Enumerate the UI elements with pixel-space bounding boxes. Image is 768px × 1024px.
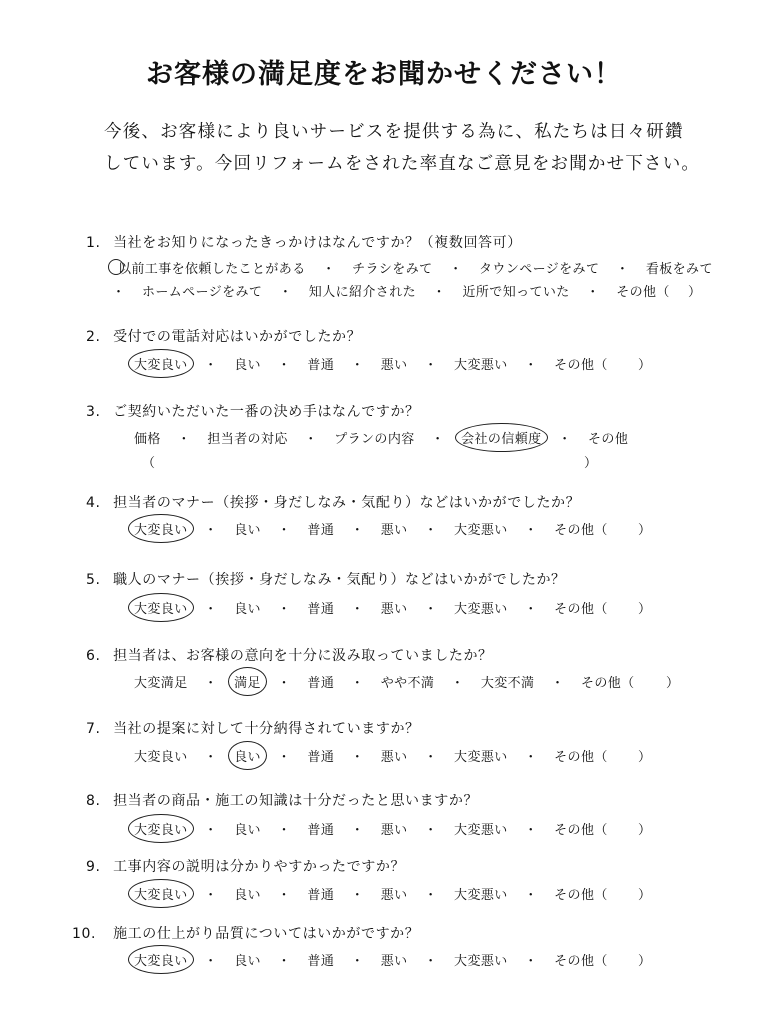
option-flyer[interactable]: チラシをみて — [352, 262, 433, 277]
paren-close: ） — [688, 285, 702, 300]
separator: ・ — [204, 602, 218, 617]
question-1 — [86, 232, 522, 252]
page-title: お客様の満足度をお聞かせください！ — [146, 59, 622, 90]
separator: ・ — [277, 888, 291, 903]
selection-circle-mark — [128, 879, 194, 908]
paren-close: ） — [666, 676, 680, 691]
question-9 — [86, 856, 405, 876]
question-7-options — [134, 746, 608, 765]
separator: ・ — [350, 823, 365, 838]
option-other[interactable]: その他（ — [554, 888, 608, 903]
intro-line-1: 今後、お客様により良いサービスを提供する為に、私たちは日々研鑽 — [104, 122, 684, 142]
question-8-options — [134, 819, 608, 838]
option-normal[interactable]: 普通 — [307, 676, 335, 691]
separator: ・ — [204, 358, 218, 373]
separator: ・ — [551, 676, 565, 691]
paren-close: ） — [638, 358, 652, 373]
question-number: 2. — [86, 329, 101, 345]
separator: ・ — [177, 432, 191, 447]
question-9-options — [134, 884, 608, 903]
option-very-good[interactable]: 大変良い — [134, 519, 188, 538]
separator: ・ — [350, 954, 365, 969]
option-other[interactable]: その他（ — [554, 523, 608, 538]
question-number: 5. — [86, 572, 101, 588]
separator: ・ — [431, 432, 445, 447]
option-very-bad[interactable]: 大変悪い — [454, 602, 508, 617]
question-number: 3. — [86, 404, 101, 420]
separator: ・ — [322, 262, 336, 277]
separator: ・ — [524, 750, 538, 765]
paren-close: ） — [584, 456, 598, 471]
paren-close: ） — [638, 750, 652, 765]
selection-circle-mark — [128, 814, 194, 843]
separator: ・ — [204, 823, 218, 838]
option-signboard[interactable]: 看板をみて — [645, 262, 713, 277]
question-number: 7. — [86, 721, 101, 737]
option-normal[interactable]: 普通 — [307, 602, 335, 617]
question-10-options — [134, 950, 608, 969]
option-bad[interactable]: 悪い — [380, 888, 408, 903]
option-other[interactable]: その他（ — [554, 602, 608, 617]
question-3 — [86, 401, 420, 421]
selection-circle-mark — [108, 259, 124, 275]
option-good[interactable]: 良い — [234, 358, 261, 373]
question-4-options — [134, 519, 608, 538]
question-text: 工事内容の説明は分かりやすかったですか？ — [113, 859, 406, 875]
question-number: 9. — [86, 859, 101, 875]
option-very-bad[interactable]: 大変悪い — [454, 358, 508, 373]
option-normal[interactable]: 普通 — [307, 750, 335, 765]
option-other[interactable]: その他（ — [554, 823, 608, 838]
question-text: 担当者のマナー（挨拶・身だしなみ・気配り）などはいかがでしたか？ — [113, 495, 581, 511]
option-very-bad[interactable]: 大変悪い — [454, 523, 508, 538]
question-text: 担当者の商品・施工の知識は十分だったと思いますか？ — [113, 793, 479, 809]
separator: ・ — [524, 602, 538, 617]
question-2 — [86, 326, 361, 346]
question-text: 担当者は、お客様の意向を十分に汲み取っていましたか？ — [113, 648, 493, 664]
separator: ・ — [277, 954, 291, 969]
question-number: 1. — [86, 235, 101, 251]
option-very-bad[interactable]: 大変悪い — [454, 750, 508, 765]
question-text: 職人のマナー（挨拶・身だしなみ・気配り）などはいかがでしたか？ — [113, 572, 566, 588]
option-good[interactable]: 良い — [234, 954, 261, 969]
option-neighborhood[interactable]: 近所で知っていた — [462, 285, 570, 300]
option-very-bad[interactable]: 大変悪い — [454, 823, 508, 838]
separator: ・ — [304, 432, 318, 447]
selection-circle-mark — [128, 945, 194, 974]
separator: ・ — [432, 285, 446, 300]
paren-close: ） — [638, 523, 652, 538]
option-other[interactable]: その他（ — [554, 750, 608, 765]
separator: ・ — [524, 888, 538, 903]
separator: ・ — [277, 823, 291, 838]
separator: ・ — [424, 602, 438, 617]
question-number: 6. — [86, 648, 101, 664]
selection-circle-mark — [128, 349, 194, 378]
separator: ・ — [277, 602, 291, 617]
option-other[interactable]: その他（ — [580, 676, 635, 691]
selection-circle-mark — [128, 514, 194, 543]
question-number: 8. — [86, 793, 101, 809]
separator: ・ — [350, 523, 365, 538]
option-good[interactable]: 良い — [234, 602, 261, 617]
separator: ・ — [350, 602, 365, 617]
option-normal[interactable]: 普通 — [307, 358, 335, 373]
option-good[interactable]: 良い — [234, 746, 261, 765]
option-company-trust[interactable]: 会社の信頼度 — [461, 428, 541, 447]
question-number: 10. — [72, 926, 97, 942]
option-bad[interactable]: 悪い — [380, 954, 408, 969]
option-bad[interactable]: 悪い — [380, 750, 408, 765]
question-8 — [86, 790, 478, 810]
option-normal[interactable]: 普通 — [307, 954, 335, 969]
question-5 — [86, 569, 566, 589]
separator: ・ — [450, 676, 465, 691]
option-townpage[interactable]: タウンページをみて — [479, 262, 600, 277]
option-other[interactable]: その他（ — [616, 285, 670, 300]
option-bad[interactable]: 悪い — [380, 602, 408, 617]
option-referral[interactable]: 知人に紹介された — [308, 285, 416, 300]
separator: ・ — [277, 750, 291, 765]
option-bad[interactable]: 悪い — [380, 358, 408, 373]
separator: ・ — [277, 523, 291, 538]
separator: ・ — [204, 750, 218, 765]
question-text: ご契約いただいた一番の決め手はなんですか？ — [113, 404, 420, 420]
option-staff-response[interactable]: 担当者の対応 — [207, 432, 288, 447]
option-very-good[interactable]: 大変良い — [134, 819, 188, 838]
separator: ・ — [424, 823, 438, 838]
paren-close: ） — [638, 888, 652, 903]
separator: ・ — [524, 523, 538, 538]
option-very-good[interactable]: 大変良い — [134, 598, 188, 617]
option-slightly-dissatisfied[interactable]: やや不満 — [380, 676, 435, 691]
separator: ・ — [350, 358, 365, 373]
question-2-options — [134, 354, 608, 373]
paren-close: ） — [638, 823, 652, 838]
selection-circle-mark — [228, 741, 267, 770]
separator: ・ — [424, 523, 438, 538]
option-price[interactable]: 価格 — [134, 432, 161, 447]
option-very-good[interactable]: 大変良い — [134, 750, 188, 765]
option-very-good[interactable]: 大変良い — [134, 950, 188, 969]
question-1-options-row-2 — [112, 281, 670, 300]
question-3-options — [134, 428, 628, 447]
separator: ・ — [112, 285, 126, 300]
separator: ・ — [277, 358, 291, 373]
option-very-bad[interactable]: 大変悪い — [454, 954, 508, 969]
question-number: 4. — [86, 495, 101, 511]
separator: ・ — [350, 676, 365, 691]
question-7 — [86, 718, 420, 738]
question-10 — [72, 923, 419, 943]
option-bad[interactable]: 悪い — [380, 523, 408, 538]
option-very-bad[interactable]: 大変悪い — [454, 888, 508, 903]
separator: ・ — [350, 750, 365, 765]
separator: ・ — [615, 262, 630, 277]
separator: ・ — [277, 676, 291, 691]
separator: ・ — [524, 358, 538, 373]
separator: ・ — [449, 262, 463, 277]
selection-circle-mark — [455, 423, 547, 452]
option-other[interactable]: その他（ — [554, 358, 608, 373]
separator: ・ — [204, 954, 218, 969]
option-very-satisfied[interactable]: 大変満足 — [134, 676, 188, 691]
option-plan-content[interactable]: プランの内容 — [334, 432, 415, 447]
separator: ・ — [586, 285, 600, 300]
selection-circle-mark — [228, 667, 267, 696]
question-text: 施工の仕上がり品質についてはいかがですか？ — [113, 926, 420, 942]
question-text: 受付での電話対応はいかがでしたか？ — [113, 329, 362, 345]
separator: ・ — [204, 888, 218, 903]
intro-line-2: しています。今回リフォームをされた率直なご意見をお聞かせ下さい。 — [104, 154, 701, 174]
separator: ・ — [524, 954, 538, 969]
option-satisfied[interactable]: 満足 — [234, 672, 261, 691]
separator: ・ — [524, 823, 538, 838]
question-4 — [86, 492, 580, 512]
option-normal[interactable]: 普通 — [307, 823, 335, 838]
option-bad[interactable]: 悪い — [380, 823, 408, 838]
question-text: 当社の提案に対して十分納得されていますか？ — [113, 721, 420, 737]
paren-close: ） — [638, 602, 652, 617]
option-good[interactable]: 良い — [234, 523, 261, 538]
separator: ・ — [204, 676, 218, 691]
option-good[interactable]: 良い — [234, 823, 261, 838]
separator: ・ — [558, 432, 572, 447]
separator: ・ — [350, 888, 365, 903]
selection-circle-mark — [128, 593, 194, 622]
option-very-good[interactable]: 大変良い — [134, 884, 188, 903]
paren-close: ） — [638, 954, 652, 969]
separator: ・ — [424, 750, 438, 765]
question-6-options — [134, 672, 635, 691]
separator: ・ — [204, 523, 218, 538]
question-6 — [86, 645, 493, 665]
option-normal[interactable]: 普通 — [307, 888, 335, 903]
question-1-options-row-1 — [118, 258, 713, 277]
option-homepage[interactable]: ホームページをみて — [141, 285, 263, 300]
separator: ・ — [424, 358, 438, 373]
option-good[interactable]: 良い — [234, 888, 261, 903]
separator: ・ — [424, 888, 438, 903]
paren-open: （ — [142, 456, 156, 471]
option-very-good[interactable]: 大変良い — [134, 354, 188, 373]
option-other[interactable]: その他（ — [554, 954, 608, 969]
option-normal[interactable]: 普通 — [307, 523, 335, 538]
question-text: 当社をお知りになったきっかけはなんですか？（複数回答可） — [113, 235, 522, 251]
option-other[interactable]: その他 — [588, 432, 629, 447]
option-very-dissatisfied[interactable]: 大変不満 — [480, 676, 535, 691]
option-previous-work[interactable]: 以前工事を依頼したことがある — [118, 258, 306, 277]
question-5-options — [134, 598, 608, 617]
separator: ・ — [424, 954, 438, 969]
separator: ・ — [278, 285, 293, 300]
